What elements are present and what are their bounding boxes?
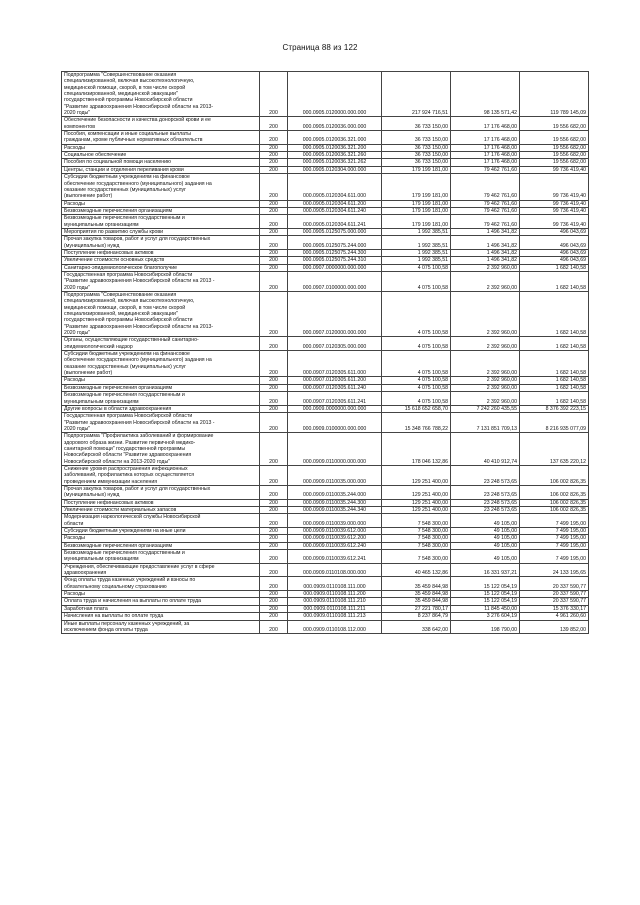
budget-code-cell: 000.0907.0120305.000.000 (288, 337, 382, 351)
admin-code-cell: 200 (260, 377, 288, 384)
unexecuted-amount-cell: 7 499 195,00 (520, 550, 589, 564)
approved-amount-cell: 338 642,00 (382, 620, 451, 634)
budget-code-cell: 000.0907.0120305.611.000 (288, 351, 382, 377)
item-name-cell: Поступление нефинансовых активов (62, 499, 260, 506)
executed-amount-cell: 3 276 604,19 (451, 613, 520, 620)
table-row (62, 613, 589, 620)
unexecuted-amount-cell: 19 556 682,00 (520, 131, 589, 145)
executed-amount-cell: 40 410 912,74 (451, 433, 520, 466)
approved-amount-cell: 27 221 780,17 (382, 605, 451, 612)
table-row (62, 351, 589, 377)
budget-code-cell: 000.0909.0110000.000.000 (288, 433, 382, 466)
approved-amount-cell: 15 618 652 658,70 (382, 405, 451, 412)
executed-amount-cell: 17 176 468,00 (451, 152, 520, 159)
budget-code-cell: 000.0905.0125075.244.310 (288, 257, 382, 264)
budget-code-cell: 000.0905.0125075.244.300 (288, 249, 382, 256)
approved-amount-cell: 36 733 150,00 (382, 159, 451, 166)
table-row (62, 257, 589, 264)
item-name-cell: Расходы (62, 535, 260, 542)
item-name-cell: Увеличение стоимости основных средств (62, 257, 260, 264)
admin-code-cell: 200 (260, 337, 288, 351)
approved-amount-cell: 4 075 100,58 (382, 351, 451, 377)
executed-amount-cell: 1 496 341,82 (451, 228, 520, 235)
item-name-cell: Учреждения, обеспечивающие предоставление услуг в сфере здравоохранения (62, 563, 260, 577)
unexecuted-amount-cell: 19 556 682,00 (520, 117, 589, 131)
unexecuted-amount-cell: 119 789 145,09 (520, 72, 589, 117)
executed-amount-cell: 79 462 761,60 (451, 207, 520, 214)
executed-amount-cell: 23 248 573,65 (451, 465, 520, 485)
table-row (62, 249, 589, 256)
admin-code-cell: 200 (260, 591, 288, 598)
unexecuted-amount-cell: 7 499 195,00 (520, 528, 589, 535)
item-name-cell: Иные выплаты персоналу казенных учреждений, за исключением фонда оплаты труда (62, 620, 260, 634)
item-name-cell: Государственная программа Новосибирской области "Развитие здравоохранения Новосибирской области на 2013 - 2020 годы" (62, 271, 260, 291)
table-row (62, 550, 589, 564)
unexecuted-amount-cell: 1 682 140,58 (520, 392, 589, 406)
item-name-cell: Мероприятия по развитию службы крови (62, 228, 260, 235)
item-name-cell: Безвозмездные перечисления государственным и муниципальным организациям (62, 550, 260, 564)
approved-amount-cell: 35 459 844,98 (382, 577, 451, 591)
table-row (62, 207, 589, 214)
executed-amount-cell: 1 496 341,82 (451, 257, 520, 264)
executed-amount-cell: 1 496 341,82 (451, 249, 520, 256)
approved-amount-cell: 7 548 300,00 (382, 550, 451, 564)
table-row (62, 433, 589, 466)
executed-amount-cell: 2 392 960,00 (451, 271, 520, 291)
executed-amount-cell: 79 462 761,60 (451, 200, 520, 207)
admin-code-cell: 200 (260, 207, 288, 214)
table-row (62, 174, 589, 200)
executed-amount-cell: 17 176 468,00 (451, 131, 520, 145)
unexecuted-amount-cell: 15 376 330,17 (520, 605, 589, 612)
table-row (62, 514, 589, 528)
item-name-cell: Социальное обеспечение (62, 152, 260, 159)
table-row (62, 405, 589, 412)
unexecuted-amount-cell: 496 043,69 (520, 236, 589, 250)
item-name-cell: Безвозмездные перечисления государственным и муниципальным организациям (62, 215, 260, 229)
admin-code-cell: 200 (260, 72, 288, 117)
approved-amount-cell: 179 199 181,00 (382, 166, 451, 173)
item-name-cell: Подпрограмма "Совершенствование оказания специализированной, включая высокотехнологичную, медицинской помощи, скорой, в том числе скорой специализированной, медицинской эвакуации" государственной программы Новосибирской области "Развитие здравоохранения Новосибирской области на 2013- 2020 годы" (62, 72, 260, 117)
executed-amount-cell: 2 392 960,00 (451, 264, 520, 271)
executed-amount-cell: 7 242 260 435,55 (451, 405, 520, 412)
approved-amount-cell: 7 548 300,00 (382, 535, 451, 542)
table-row (62, 228, 589, 235)
page-number-header: Страница 88 из 122 (282, 43, 358, 52)
executed-amount-cell: 23 248 573,65 (451, 485, 520, 499)
approved-amount-cell: 4 075 100,58 (382, 292, 451, 337)
executed-amount-cell: 2 392 960,00 (451, 337, 520, 351)
item-name-cell: Оплата труда и начисления на выплаты по оплате труда (62, 598, 260, 605)
unexecuted-amount-cell: 496 043,69 (520, 228, 589, 235)
executed-amount-cell: 2 392 960,00 (451, 351, 520, 377)
table-row (62, 159, 589, 166)
budget-code-cell: 000.0905.0125075.244.000 (288, 236, 382, 250)
table-row (62, 117, 589, 131)
admin-code-cell: 200 (260, 236, 288, 250)
unexecuted-amount-cell: 137 635 220,12 (520, 433, 589, 466)
approved-amount-cell: 179 199 181,00 (382, 207, 451, 214)
unexecuted-amount-cell: 99 736 419,40 (520, 166, 589, 173)
table-row (62, 507, 589, 514)
executed-amount-cell: 79 462 761,60 (451, 166, 520, 173)
executed-amount-cell: 16 331 937,21 (451, 563, 520, 577)
unexecuted-amount-cell: 106 002 826,35 (520, 485, 589, 499)
budget-table-body (62, 72, 589, 634)
table-row (62, 598, 589, 605)
budget-code-cell: 000.0909.0100000.000.000 (288, 413, 382, 433)
table-row (62, 337, 589, 351)
item-name-cell: Субсидии бюджетным учреждениям на иные цели (62, 528, 260, 535)
budget-code-cell: 000.0905.0120036.321.260 (288, 152, 382, 159)
admin-code-cell: 200 (260, 174, 288, 200)
unexecuted-amount-cell: 1 682 140,58 (520, 351, 589, 377)
executed-amount-cell: 49 105,00 (451, 528, 520, 535)
table-row (62, 236, 589, 250)
budget-code-cell: 000.0909.0110108.111.000 (288, 577, 382, 591)
table-row (62, 392, 589, 406)
item-name-cell: Прочая закупка товаров, работ и услуг для государственных (муниципальных) нужд (62, 485, 260, 499)
approved-amount-cell: 178 046 132,86 (382, 433, 451, 466)
budget-code-cell: 000.0905.0120304.611.240 (288, 207, 382, 214)
approved-amount-cell: 7 548 300,00 (382, 528, 451, 535)
admin-code-cell: 200 (260, 598, 288, 605)
unexecuted-amount-cell: 20 337 590,77 (520, 577, 589, 591)
admin-code-cell: 200 (260, 528, 288, 535)
unexecuted-amount-cell: 19 556 682,00 (520, 159, 589, 166)
unexecuted-amount-cell: 24 133 195,65 (520, 563, 589, 577)
executed-amount-cell: 17 176 468,00 (451, 144, 520, 151)
approved-amount-cell: 1 992 385,51 (382, 236, 451, 250)
budget-code-cell: 000.0907.0000000.000.000 (288, 264, 382, 271)
unexecuted-amount-cell: 20 337 590,77 (520, 591, 589, 598)
unexecuted-amount-cell: 19 556 682,00 (520, 152, 589, 159)
item-name-cell: Пособия по социальной помощи населению (62, 159, 260, 166)
item-name-cell: Заработная плата (62, 605, 260, 612)
item-name-cell: Пособия, компенсации и иные социальные выплаты гражданам, кроме публичных нормативных обязательств (62, 131, 260, 145)
admin-code-cell: 200 (260, 620, 288, 634)
executed-amount-cell: 15 122 054,19 (451, 598, 520, 605)
budget-code-cell: 000.0909.0000000.000.000 (288, 405, 382, 412)
executed-amount-cell: 15 122 054,19 (451, 591, 520, 598)
table-row (62, 605, 589, 612)
budget-code-cell: 000.0905.0120304.611.241 (288, 215, 382, 229)
admin-code-cell: 200 (260, 117, 288, 131)
admin-code-cell: 200 (260, 563, 288, 577)
approved-amount-cell: 1 992 385,51 (382, 249, 451, 256)
admin-code-cell: 200 (260, 264, 288, 271)
executed-amount-cell: 1 496 341,82 (451, 236, 520, 250)
budget-code-cell: 000.0909.0110108.111.213 (288, 613, 382, 620)
table-row (62, 264, 589, 271)
unexecuted-amount-cell: 19 556 682,00 (520, 144, 589, 151)
table-row (62, 166, 589, 173)
admin-code-cell: 200 (260, 485, 288, 499)
executed-amount-cell: 23 248 573,65 (451, 499, 520, 506)
budget-code-cell: 000.0905.0120036.000.000 (288, 117, 382, 131)
approved-amount-cell: 4 075 100,58 (382, 337, 451, 351)
unexecuted-amount-cell: 1 682 140,58 (520, 377, 589, 384)
approved-amount-cell: 7 548 300,00 (382, 542, 451, 549)
budget-code-cell: 000.0909.0110108.111.210 (288, 598, 382, 605)
budget-code-cell: 000.0907.0120305.611.240 (288, 384, 382, 391)
unexecuted-amount-cell: 99 736 419,40 (520, 200, 589, 207)
budget-code-cell: 000.0909.0110035.244.000 (288, 485, 382, 499)
executed-amount-cell: 79 462 761,60 (451, 174, 520, 200)
admin-code-cell: 200 (260, 514, 288, 528)
executed-amount-cell: 17 176 468,00 (451, 159, 520, 166)
item-name-cell: Увеличение стоимости материальных запасов (62, 507, 260, 514)
budget-code-cell: 000.0907.0100000.000.000 (288, 271, 382, 291)
approved-amount-cell: 15 348 766 788,22 (382, 413, 451, 433)
unexecuted-amount-cell: 20 337 590,77 (520, 598, 589, 605)
budget-code-cell: 000.0907.0120305.611.241 (288, 392, 382, 406)
budget-code-cell: 000.0909.0110039.612.000 (288, 528, 382, 535)
item-name-cell: Государственная программа Новосибирской области "Развитие здравоохранения Новосибирской области на 2013 - 2020 годы" (62, 413, 260, 433)
budget-code-cell: 000.0909.0110035.244.300 (288, 499, 382, 506)
unexecuted-amount-cell: 99 736 419,40 (520, 215, 589, 229)
admin-code-cell: 200 (260, 351, 288, 377)
admin-code-cell: 200 (260, 166, 288, 173)
budget-code-cell: 000.0909.0110108.111.211 (288, 605, 382, 612)
approved-amount-cell: 129 251 400,00 (382, 465, 451, 485)
executed-amount-cell: 2 392 960,00 (451, 384, 520, 391)
item-name-cell: Обеспечение безопасности и качества донорской крови и ее компонентов (62, 117, 260, 131)
budget-code-cell: 000.0905.0120036.321.200 (288, 144, 382, 151)
budget-code-cell: 000.0909.0110039.000.000 (288, 514, 382, 528)
unexecuted-amount-cell: 106 002 826,35 (520, 465, 589, 485)
unexecuted-amount-cell: 1 682 140,58 (520, 264, 589, 271)
admin-code-cell: 200 (260, 271, 288, 291)
admin-code-cell: 200 (260, 392, 288, 406)
unexecuted-amount-cell: 496 043,69 (520, 249, 589, 256)
admin-code-cell: 200 (260, 577, 288, 591)
budget-code-cell: 000.0909.0110108.111.200 (288, 591, 382, 598)
unexecuted-amount-cell: 99 736 419,40 (520, 174, 589, 200)
item-name-cell: Безвозмездные перечисления государственным и муниципальным организациям (62, 392, 260, 406)
approved-amount-cell: 36 733 150,00 (382, 144, 451, 151)
unexecuted-amount-cell: 496 043,69 (520, 257, 589, 264)
budget-code-cell: 000.0905.0120304.000.000 (288, 166, 382, 173)
executed-amount-cell: 49 105,00 (451, 535, 520, 542)
budget-code-cell: 000.0905.0125075.000.000 (288, 228, 382, 235)
item-name-cell: Снижение уровня распространения инфекционных заболеваний, профилактика которых осуществляется проведением иммунизации населения (62, 465, 260, 485)
admin-code-cell: 200 (260, 542, 288, 549)
table-row (62, 413, 589, 433)
admin-code-cell: 200 (260, 499, 288, 506)
item-name-cell: Фонд оплаты труда казенных учреждений и взносы по обязательному социальному страхованию (62, 577, 260, 591)
admin-code-cell: 200 (260, 152, 288, 159)
item-name-cell: Расходы (62, 591, 260, 598)
unexecuted-amount-cell: 1 682 140,58 (520, 384, 589, 391)
budget-code-cell: 000.0909.0110035.000.000 (288, 465, 382, 485)
table-row (62, 271, 589, 291)
executed-amount-cell: 49 105,00 (451, 550, 520, 564)
admin-code-cell: 200 (260, 605, 288, 612)
budget-code-cell: 000.0909.0110108.000.000 (288, 563, 382, 577)
approved-amount-cell: 129 251 400,00 (382, 485, 451, 499)
admin-code-cell: 200 (260, 131, 288, 145)
item-name-cell: Модернизация наркологической службы Новосибирской области (62, 514, 260, 528)
item-name-cell: Подпрограмма "Профилактика заболеваний и формирование здорового образа жизни. Развитие первичной медико- санитарной помощи" государственной программы Новосибирской области "Развитие здравоохранения Новосибирской области на 2013-2020 годы" (62, 433, 260, 466)
budget-code-cell: 000.0909.0110035.244.340 (288, 507, 382, 514)
admin-code-cell: 200 (260, 159, 288, 166)
admin-code-cell: 200 (260, 613, 288, 620)
table-row (62, 200, 589, 207)
approved-amount-cell: 4 075 100,58 (382, 271, 451, 291)
executed-amount-cell: 17 176 468,00 (451, 117, 520, 131)
budget-code-cell: 000.0909.0110039.612.240 (288, 542, 382, 549)
approved-amount-cell: 1 992 385,51 (382, 257, 451, 264)
item-name-cell: Безвозмездные перечисления организациям (62, 542, 260, 549)
approved-amount-cell: 35 459 844,98 (382, 598, 451, 605)
unexecuted-amount-cell: 106 002 826,35 (520, 499, 589, 506)
item-name-cell: Поступление нефинансовых активов (62, 249, 260, 256)
executed-amount-cell: 23 248 573,65 (451, 507, 520, 514)
table-row (62, 465, 589, 485)
unexecuted-amount-cell: 1 682 140,58 (520, 337, 589, 351)
budget-table (61, 71, 589, 634)
admin-code-cell: 200 (260, 215, 288, 229)
item-name-cell: Безвозмездные перечисления организациям (62, 207, 260, 214)
executed-amount-cell: 7 131 851 709,13 (451, 413, 520, 433)
admin-code-cell: 200 (260, 384, 288, 391)
table-row (62, 577, 589, 591)
item-name-cell: Подпрограмма "Совершенствование оказания специализированной, включая высокотехнологичную, медицинской помощи, скорой, в том числе скорой специализированной, медицинской эвакуации" государственной программы Новосибирской области "Развитие здравоохранения Новосибирской области на 2013- 2020 годы" (62, 292, 260, 337)
budget-code-cell: 000.0905.0120036.321.262 (288, 159, 382, 166)
approved-amount-cell: 179 199 181,00 (382, 200, 451, 207)
approved-amount-cell: 217 924 716,51 (382, 72, 451, 117)
executed-amount-cell: 11 845 450,00 (451, 605, 520, 612)
table-row (62, 528, 589, 535)
table-row (62, 499, 589, 506)
executed-amount-cell: 15 122 054,19 (451, 577, 520, 591)
table-row (62, 485, 589, 499)
item-name-cell: Другие вопросы в области здравоохранения (62, 405, 260, 412)
unexecuted-amount-cell: 99 736 419,40 (520, 207, 589, 214)
approved-amount-cell: 40 465 132,86 (382, 563, 451, 577)
admin-code-cell: 200 (260, 535, 288, 542)
table-row (62, 72, 589, 117)
admin-code-cell: 200 (260, 550, 288, 564)
approved-amount-cell: 1 992 385,51 (382, 228, 451, 235)
unexecuted-amount-cell: 1 682 140,58 (520, 271, 589, 291)
admin-code-cell: 200 (260, 144, 288, 151)
unexecuted-amount-cell: 7 499 195,00 (520, 535, 589, 542)
executed-amount-cell: 49 105,00 (451, 514, 520, 528)
approved-amount-cell: 4 075 100,58 (382, 384, 451, 391)
approved-amount-cell: 36 733 150,00 (382, 117, 451, 131)
budget-code-cell: 000.0909.0110108.112.000 (288, 620, 382, 634)
executed-amount-cell: 198 790,00 (451, 620, 520, 634)
approved-amount-cell: 36 733 150,00 (382, 131, 451, 145)
approved-amount-cell: 4 075 100,58 (382, 264, 451, 271)
approved-amount-cell: 4 075 100,58 (382, 392, 451, 406)
table-row (62, 535, 589, 542)
admin-code-cell: 200 (260, 257, 288, 264)
budget-code-cell: 000.0907.0120305.611.200 (288, 377, 382, 384)
item-name-cell: Субсидии бюджетным учреждениям на финансовое обеспечение государственного (муниципального) задания на оказание государственных (муниципальных) услуг (выполнение работ) (62, 351, 260, 377)
admin-code-cell: 200 (260, 433, 288, 466)
unexecuted-amount-cell: 7 499 195,00 (520, 514, 589, 528)
item-name-cell: Санитарно-эпидемиологическое благополучие (62, 264, 260, 271)
executed-amount-cell: 79 462 761,60 (451, 215, 520, 229)
table-row (62, 620, 589, 634)
unexecuted-amount-cell: 4 961 260,60 (520, 613, 589, 620)
budget-code-cell: 000.0909.0110039.612.241 (288, 550, 382, 564)
admin-code-cell: 200 (260, 405, 288, 412)
executed-amount-cell: 2 392 960,00 (451, 292, 520, 337)
approved-amount-cell: 4 075 100,58 (382, 377, 451, 384)
table-row (62, 144, 589, 151)
table-row (62, 591, 589, 598)
table-row (62, 542, 589, 549)
executed-amount-cell: 2 392 960,00 (451, 392, 520, 406)
executed-amount-cell: 2 392 960,00 (451, 377, 520, 384)
admin-code-cell: 200 (260, 228, 288, 235)
unexecuted-amount-cell: 8 216 935 077,09 (520, 413, 589, 433)
executed-amount-cell: 98 135 571,42 (451, 72, 520, 117)
approved-amount-cell: 179 199 181,00 (382, 215, 451, 229)
admin-code-cell: 200 (260, 200, 288, 207)
executed-amount-cell: 49 105,00 (451, 542, 520, 549)
approved-amount-cell: 129 251 400,00 (382, 507, 451, 514)
item-name-cell: Прочая закупка товаров, работ и услуг для государственных (муниципальных) нужд (62, 236, 260, 250)
approved-amount-cell: 35 459 844,98 (382, 591, 451, 598)
admin-code-cell: 200 (260, 249, 288, 256)
unexecuted-amount-cell: 106 002 826,35 (520, 507, 589, 514)
approved-amount-cell: 36 733 150,00 (382, 152, 451, 159)
admin-code-cell: 200 (260, 465, 288, 485)
table-row (62, 377, 589, 384)
admin-code-cell: 200 (260, 292, 288, 337)
approved-amount-cell: 8 237 864,79 (382, 613, 451, 620)
table-row (62, 131, 589, 145)
budget-code-cell: 000.0905.0120304.611.200 (288, 200, 382, 207)
budget-code-cell: 000.0905.0120304.611.000 (288, 174, 382, 200)
unexecuted-amount-cell: 7 499 195,00 (520, 542, 589, 549)
budget-code-cell: 000.0905.0120036.321.000 (288, 131, 382, 145)
admin-code-cell: 200 (260, 507, 288, 514)
budget-code-cell: 000.0909.0110039.612.200 (288, 535, 382, 542)
item-name-cell: Начисления на выплаты по оплате труда (62, 613, 260, 620)
budget-code-cell: 000.0905.0120000.000.000 (288, 72, 382, 117)
table-row (62, 384, 589, 391)
unexecuted-amount-cell: 139 852,00 (520, 620, 589, 634)
item-name-cell: Субсидии бюджетным учреждениям на финансовое обеспечение государственного (муниципального) задания на оказание государственных (муниципальных) услуг (выполнение работ) (62, 174, 260, 200)
admin-code-cell: 200 (260, 413, 288, 433)
budget-code-cell: 000.0907.0120000.000.000 (288, 292, 382, 337)
unexecuted-amount-cell: 1 682 140,58 (520, 292, 589, 337)
unexecuted-amount-cell: 8 376 392 223,15 (520, 405, 589, 412)
approved-amount-cell: 7 548 300,00 (382, 514, 451, 528)
table-row (62, 215, 589, 229)
table-row (62, 292, 589, 337)
table-row (62, 563, 589, 577)
item-name-cell: Центры, станции и отделения переливания крови (62, 166, 260, 173)
approved-amount-cell: 179 199 181,00 (382, 174, 451, 200)
table-row (62, 152, 589, 159)
approved-amount-cell: 129 251 400,00 (382, 499, 451, 506)
item-name-cell: Расходы (62, 377, 260, 384)
item-name-cell: Расходы (62, 200, 260, 207)
item-name-cell: Расходы (62, 144, 260, 151)
item-name-cell: Органы, осуществляющие государственный санитарно- эпидемиологический надзор (62, 337, 260, 351)
item-name-cell: Безвозмездные перечисления организациям (62, 384, 260, 391)
